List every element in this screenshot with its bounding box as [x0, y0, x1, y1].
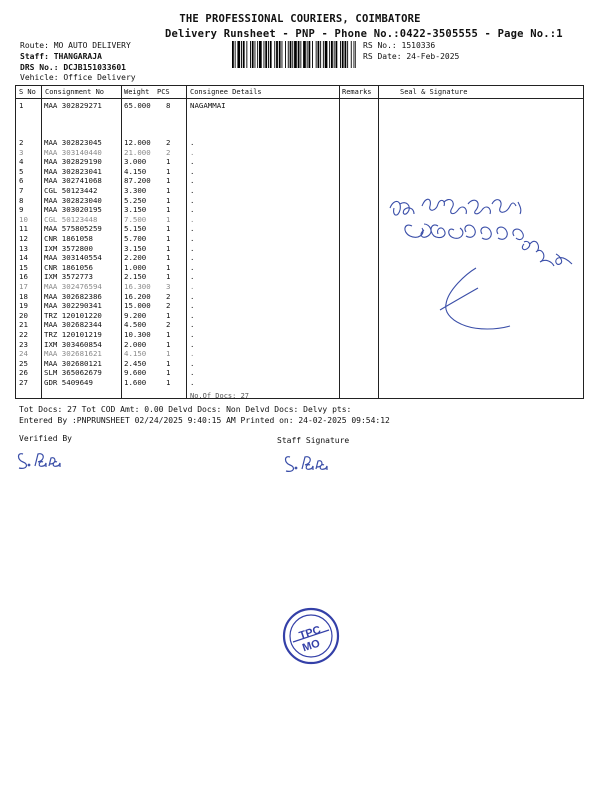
row-consignment: MAA 303020195	[44, 205, 102, 215]
table-row	[16, 301, 339, 310]
row-sno: 6	[19, 176, 24, 186]
row-pcs: 1	[166, 349, 171, 359]
table-row	[16, 320, 339, 329]
table-row	[16, 263, 339, 272]
row-pcs: 2	[166, 147, 171, 157]
row-sno: 11	[19, 224, 28, 234]
row-pcs: 2	[166, 320, 171, 330]
row-pcs: 1	[166, 176, 171, 186]
table-row	[16, 282, 339, 291]
row-weight: 9.200	[124, 310, 147, 320]
row-consignee: .	[190, 262, 195, 272]
staff-signature-label: Staff Signature	[277, 436, 350, 445]
row-consignment: MAA 302823045	[44, 138, 102, 147]
row-consignment: MAA 302682386	[44, 291, 102, 301]
row-consignment: MAA 575805259	[44, 224, 102, 234]
row-consignment: IXM 3572800	[44, 243, 93, 253]
row-pcs: 1	[166, 272, 171, 282]
row-consignment: MAA 303140440	[44, 147, 102, 157]
row-consignment: CNR 1861056	[44, 262, 93, 272]
table-row	[16, 272, 339, 281]
row-consignee: .	[190, 186, 195, 195]
row-weight: 5.150	[124, 224, 147, 234]
row-consignment: MAA 302829190	[44, 157, 102, 167]
row-pcs: 1	[166, 195, 171, 205]
row-weight: 21.000	[124, 147, 151, 157]
row-pcs: 1	[166, 214, 171, 224]
row-pcs: 1	[166, 166, 171, 176]
col-header-sno: S No	[19, 88, 36, 96]
row-sno: 8	[19, 195, 24, 205]
stamp-line1: TPC	[297, 624, 323, 643]
row-sno: 23	[19, 339, 28, 349]
header-divider	[16, 98, 583, 99]
row-weight: 2.450	[124, 358, 147, 368]
drs-number: DRS No.: DCJB151033601	[20, 63, 126, 72]
row-sno: 7	[19, 186, 24, 195]
col-header-consignment: Consignment No	[45, 88, 105, 96]
row-pcs: 1	[166, 310, 171, 320]
staff-signature	[282, 451, 342, 473]
table-row	[16, 253, 339, 262]
row-consignee: .	[190, 138, 195, 147]
row-weight: 2.200	[124, 253, 147, 263]
row-sno: 22	[19, 330, 28, 339]
row-pcs: 3	[166, 282, 171, 291]
row-pcs: 1	[166, 205, 171, 215]
row-consignee: .	[190, 195, 195, 205]
row-consignment: MAA 302823040	[44, 195, 102, 205]
row-weight: 1.000	[124, 262, 147, 272]
table-row	[16, 157, 339, 166]
row-sno: 3	[19, 147, 24, 157]
row-sno: 2	[19, 138, 24, 147]
table-row	[16, 368, 339, 377]
row-consignee: .	[190, 253, 195, 263]
row-weight: 9.600	[124, 368, 147, 378]
table-row	[16, 176, 339, 185]
rs-number: RS No.: 1510336	[363, 41, 436, 50]
row-consignee: .	[190, 368, 195, 378]
table-row	[16, 101, 339, 110]
row-sno: 18	[19, 291, 28, 301]
row-pcs: 1	[166, 330, 171, 339]
table-row	[16, 224, 339, 233]
row-consignee: .	[190, 330, 195, 339]
table-row	[16, 292, 339, 301]
table-row	[16, 378, 339, 387]
row-pcs: 1	[166, 339, 171, 349]
row-weight: 4.150	[124, 166, 147, 176]
row-pcs: 1	[166, 253, 171, 263]
row-sno: 10	[19, 214, 28, 224]
row-sno: 5	[19, 166, 24, 176]
row-consignee: .	[190, 234, 195, 243]
row-consignment: IXM 3572773	[44, 272, 93, 282]
row-consignment: MAA 303140554	[44, 253, 102, 263]
row-weight: 5.250	[124, 195, 147, 205]
stamp-line2: MO	[301, 637, 322, 655]
table-row	[16, 205, 339, 214]
row-consignment: TRZ 120101220	[44, 310, 102, 320]
col-header-weight: Weight	[124, 88, 150, 96]
row-weight: 3.300	[124, 186, 147, 195]
row-sno: 20	[19, 310, 28, 320]
row-sno: 24	[19, 349, 28, 359]
row-weight: 15.000	[124, 301, 151, 311]
row-consignment: GDR 5409649	[44, 378, 93, 387]
col-header-pcs: PCS	[157, 88, 170, 96]
table-row	[16, 186, 339, 195]
row-consignee: .	[190, 358, 195, 368]
row-sno: 17	[19, 282, 28, 291]
table-row	[16, 215, 339, 224]
row-pcs: 8	[166, 101, 171, 110]
runsheet-subtitle: Delivery Runsheet - PNP - Phone No.:0422-3505555 - Page No.:1	[165, 28, 563, 40]
company-title: THE PROFESSIONAL COURIERS, COIMBATORE	[179, 13, 421, 25]
row-weight: 3.150	[124, 243, 147, 253]
row-consignment: MAA 302476594	[44, 282, 102, 291]
tpc-stamp-icon	[282, 607, 340, 665]
table-row	[16, 340, 339, 349]
row-sno: 21	[19, 320, 28, 330]
row-sno: 14	[19, 253, 28, 263]
col-header-seal: Seal & Signature	[400, 88, 468, 96]
table-row	[16, 244, 339, 253]
row-sno: 4	[19, 157, 24, 167]
row-consignee: .	[190, 166, 195, 176]
row-consignee: .	[190, 291, 195, 301]
col-header-consignee: Consignee Details	[190, 88, 262, 96]
barcode-icon	[232, 41, 356, 68]
row-weight: 1.600	[124, 378, 147, 387]
row-consignment: MAA 302290341	[44, 301, 102, 311]
row-pcs: 2	[166, 301, 171, 311]
row-consignment: MAA 302823041	[44, 166, 102, 176]
column-divider	[378, 86, 379, 398]
row-pcs: 1	[166, 368, 171, 378]
row-pcs: 1	[166, 234, 171, 243]
receiver-signature	[380, 186, 585, 346]
table-row	[16, 167, 339, 176]
row-weight: 12.000	[124, 138, 151, 147]
row-pcs: 1	[166, 157, 171, 167]
row-weight: 5.700	[124, 234, 147, 243]
verified-by-label: Verified By	[19, 434, 72, 443]
row-weight: 87.200	[124, 176, 151, 186]
row-pcs: 1	[166, 262, 171, 272]
table-row	[16, 359, 339, 368]
row-pcs: 1	[166, 358, 171, 368]
vehicle-label: Vehicle: Office Delivery	[20, 73, 136, 82]
row-consignee: .	[190, 339, 195, 349]
verified-by-signature	[15, 448, 75, 470]
row-consignee: .	[190, 224, 195, 234]
row-consignment: MAA 302682344	[44, 320, 102, 330]
row-consignment: CGL 50123448	[44, 214, 98, 224]
row-consignment: MAA 302741068	[44, 176, 102, 186]
row-consignment: MAA 302680121	[44, 358, 102, 368]
table-row	[16, 234, 339, 243]
totals-line: Tot Docs: 27 Tot COD Amt: 0.00 Delvd Docs: Non Delvd Docs: Delvy pts:	[19, 405, 352, 414]
row-pcs: 1	[166, 243, 171, 253]
table-row	[16, 330, 339, 339]
row-pcs: 1	[166, 186, 171, 195]
table-row	[16, 196, 339, 205]
row-sno: 15	[19, 262, 28, 272]
row-consignee: .	[190, 243, 195, 253]
row-consignee: .	[190, 301, 195, 311]
row-consignee: .	[190, 378, 195, 387]
row-consignee: .	[190, 157, 195, 167]
entered-by-line: Entered By :PNPRUNSHEET 02/24/2025 9:40:15 AM Printed on: 24-02-2025 09:54:12	[19, 416, 390, 425]
row-consignee: NAGAMMAI	[190, 101, 226, 110]
row-weight: 10.300	[124, 330, 151, 339]
row-consignment: MAA 302829271	[44, 101, 102, 110]
row-pcs: 1	[166, 378, 171, 387]
row-consignee: .	[190, 349, 195, 359]
row-sno: 19	[19, 301, 28, 311]
row-weight: 65.000	[124, 101, 151, 110]
row-weight: 4.500	[124, 320, 147, 330]
row-weight: 4.150	[124, 349, 147, 359]
row-weight: 2.150	[124, 272, 147, 282]
row-consignment: MAA 302681621	[44, 349, 102, 359]
rs-date: RS Date: 24-Feb-2025	[363, 52, 460, 61]
row-pcs: 2	[166, 138, 171, 147]
row-sno: 26	[19, 368, 28, 378]
row-consignee: .	[190, 176, 195, 186]
table-row	[16, 148, 339, 157]
route-label: Route: MO AUTO DELIVERY	[20, 41, 131, 50]
row-consignment: TRZ 120101219	[44, 330, 102, 339]
row-sno: 9	[19, 205, 24, 215]
table-row	[16, 349, 339, 358]
row-consignee: .	[190, 320, 195, 330]
row-consignment: IXM 303460854	[44, 339, 102, 349]
row-consignee: .	[190, 310, 195, 320]
row-consignee: .	[190, 214, 195, 224]
table-row	[16, 138, 339, 147]
row-weight: 16.200	[124, 291, 151, 301]
col-header-remarks: Remarks	[342, 88, 372, 96]
row-weight: 16.300	[124, 282, 151, 291]
column-divider	[339, 86, 340, 398]
row-sno: 13	[19, 243, 28, 253]
row-consignment: CNR 1861058	[44, 234, 93, 243]
row-weight: 7.500	[124, 214, 147, 224]
no-of-docs: No.Of Docs: 27	[190, 392, 250, 400]
row-weight: 3.150	[124, 205, 147, 215]
row-consignee: .	[190, 205, 195, 215]
row-sno: 16	[19, 272, 28, 282]
row-pcs: 2	[166, 291, 171, 301]
row-consignee: .	[190, 282, 195, 291]
row-consignee: .	[190, 147, 195, 157]
row-pcs: 1	[166, 224, 171, 234]
row-consignment: CGL 50123442	[44, 186, 98, 195]
table-row	[16, 311, 339, 320]
row-sno: 27	[19, 378, 28, 387]
runsheet-table	[15, 85, 584, 399]
row-consignee: .	[190, 272, 195, 282]
row-sno: 12	[19, 234, 28, 243]
row-consignment: SLM 365062679	[44, 368, 102, 378]
row-sno: 25	[19, 358, 28, 368]
staff-label: Staff: THANGARAJA	[20, 52, 102, 61]
row-weight: 2.000	[124, 339, 147, 349]
row-sno: 1	[19, 101, 24, 110]
row-weight: 3.000	[124, 157, 147, 167]
